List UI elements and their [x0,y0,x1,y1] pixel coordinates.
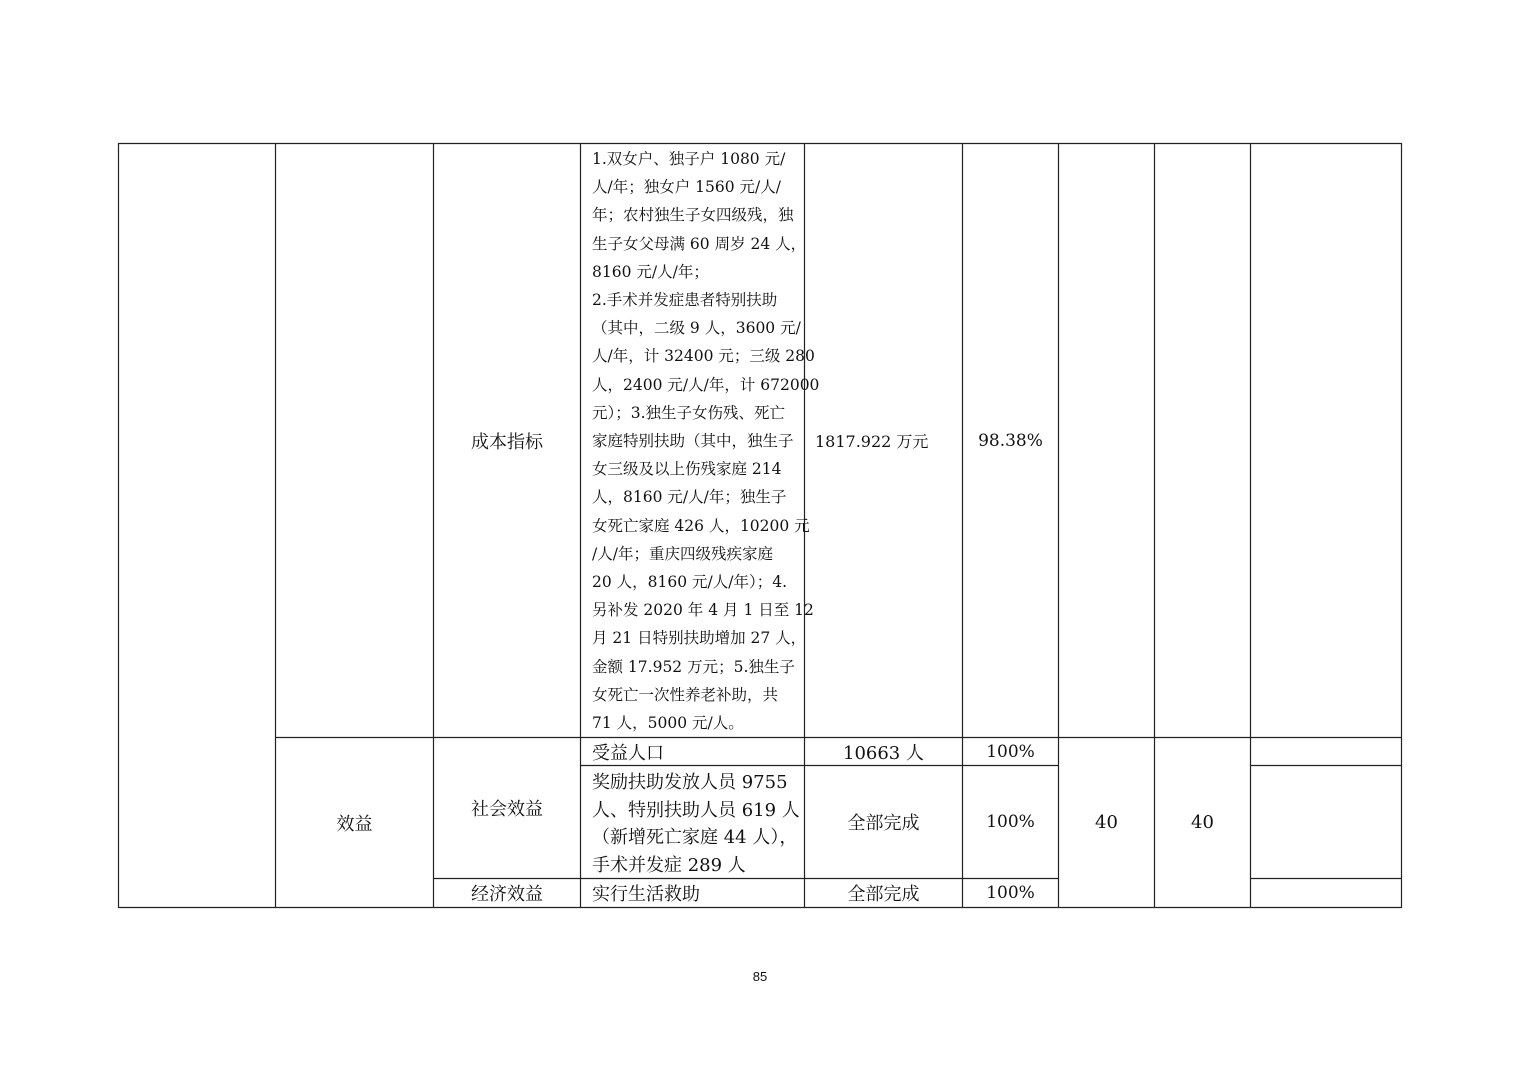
economic-content: 实行生活救助 [592,884,700,905]
beneficiaries-content: 受益人口 [592,742,664,764]
content-line: 奖励扶助发放人员 9755 [592,772,788,793]
content-line: 另补发 2020 年 4 月 1 日至 12 [592,601,814,620]
content-line: 女死亡一次性养老补助，共 [592,685,779,704]
content-line: 金额 17.952 万元；5.独生子 [592,657,795,676]
content-line: 人，8160 元/人/年；独生子 [592,488,787,507]
content-line: 71 人，5000 元/人。 [592,714,744,733]
benefit-score: 40 [1191,812,1214,833]
subsidy-rate: 100% [986,812,1035,832]
cost-indicator-rate: 98.38% [978,430,1043,451]
content-line: 20 人，8160 元/人/年）；4. [592,573,788,592]
cost-indicator-value: 1817.922 万元 [815,432,929,451]
content-line: 2.手术并发症患者特别扶助 [592,291,778,310]
content-line: 人/年，计 32400 元；三级 280 [592,347,815,366]
content-line: （其中，二级 9 人，3600 元/ [592,319,801,338]
content-line: （新增死亡家庭 44 人）， [592,827,798,848]
beneficiaries-value: 10663 人 [843,742,924,764]
content-line: /人/年；重庆四级残疾家庭 [592,544,773,563]
content-line: 8160 元/人/年； [592,262,709,281]
subsidy-value: 全部完成 [847,813,920,834]
subsidy-content [581,766,804,878]
cost-indicator-label: 成本指标 [471,431,543,453]
content-line: 家庭特别扶助（其中，独生子 [592,432,794,451]
economic-rate: 100% [986,883,1035,903]
content-line: 手术并发症 289 人 [592,854,746,876]
content-line: 1.双女户、独子户 1080 元/ [592,150,786,168]
cost-indicator-content [581,144,820,737]
content-line: 生子女父母满 60 周岁 24 人， [592,234,807,253]
content-line: 女死亡家庭 426 人，10200 元 [592,516,810,535]
social-benefit-label: 社会效益 [471,799,543,820]
content-line: 人，2400 元/人/年，计 672000 [592,375,820,394]
content-line: 人、特别扶助人员 619 人 [592,799,800,821]
economic-benefit-label: 经济效益 [471,884,543,905]
economic-value: 全部完成 [847,884,920,905]
beneficiaries-rate: 100% [986,741,1035,762]
page-number: 85 [752,968,768,984]
content-line: 人/年；独女户 1560 元/人/ [592,178,781,197]
content-line: 元）；3.独生子女伤残、死亡 [592,403,786,422]
content-line: 年；农村独生子女四级残，独 [592,206,794,225]
benefit-weight: 40 [1095,812,1118,833]
content-line: 女三级及以上伤残家庭 214 [592,460,782,479]
content-line: 月 21 日特别扶助增加 27 人， [592,629,807,648]
benefit-label: 效益 [336,813,373,835]
